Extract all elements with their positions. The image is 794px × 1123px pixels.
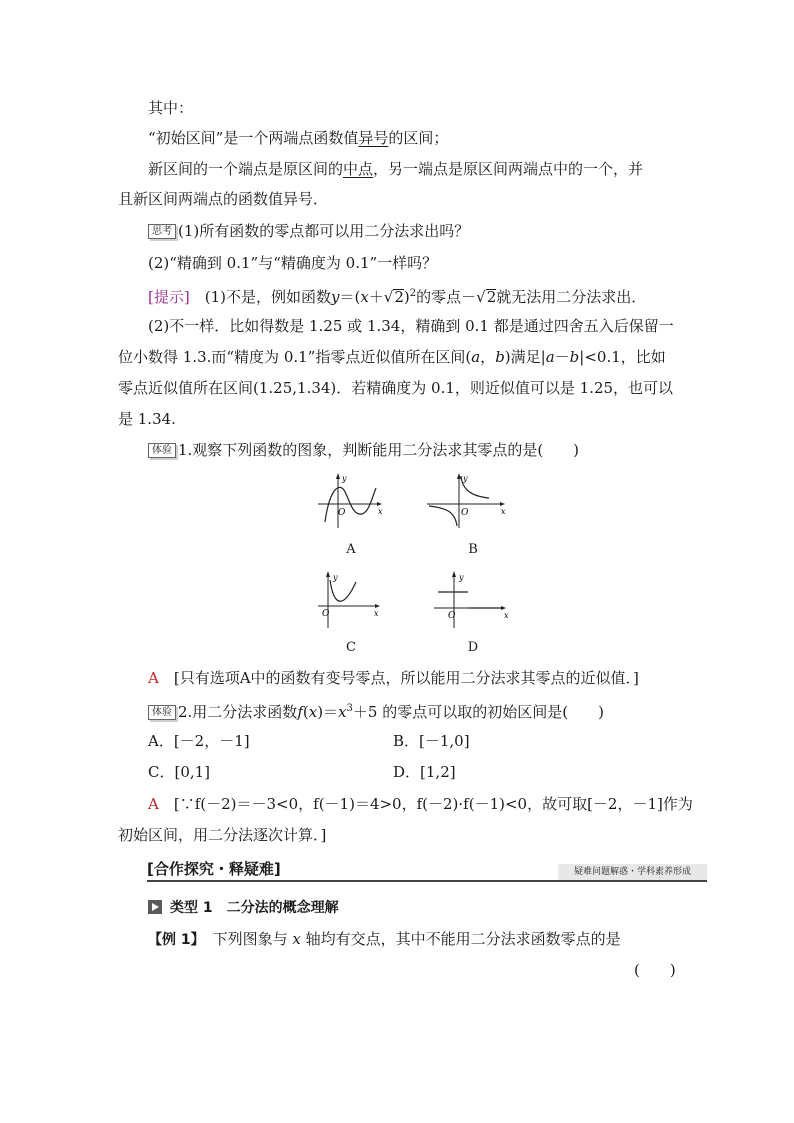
graph-a-x-label: x — [378, 507, 383, 516]
line-new-interval: 新区间的一个端点是原区间的中点，另一端点是原区间两端点中的一个，并 — [148, 160, 644, 178]
graph-c — [316, 568, 386, 630]
exp2-option-b: B．[－1,0] — [393, 732, 470, 750]
graph-b-x-label: x — [501, 507, 506, 516]
hint-answer-2-l4: 是 1.34. — [118, 410, 176, 428]
graph-a-y-label: y — [342, 474, 347, 483]
think-q2: (2)“精确到 0.1”与“精确度为 0.1”一样吗？ — [148, 254, 438, 272]
exp1-answer-letter: A — [148, 669, 159, 687]
graph-b — [425, 470, 510, 530]
graph-c-origin: O — [322, 609, 330, 619]
section-rule — [147, 880, 707, 882]
sqrt-symbol-2: √ — [476, 288, 486, 306]
hint-answer-2-l1: (2)不一样．比如得数是 1.25 或 1.34，精确到 0.1 都是通过四舍五入后保留一 — [148, 317, 674, 335]
example1-question: 【例 1】 下列图象与 x 轴均有交点，其中不能用二分法求函数零点的是 — [148, 930, 621, 948]
graph-a-label: A — [346, 542, 356, 557]
graph-c-label: C — [346, 640, 356, 655]
exp2-question: 体验 2.用二分法求函数$f(x)=x^3+5$ 的零点可以取的初始区间是( ) — [148, 699, 604, 722]
graph-d — [432, 568, 512, 630]
hint-label: [提示] — [148, 288, 190, 306]
exp1-answer: A [只有选项A中的函数有变号零点，所以能用二分法求其零点的近似值．] — [148, 669, 639, 687]
play-triangle-icon — [148, 900, 162, 914]
underline-yihao: 异号 — [358, 129, 389, 147]
underline-zhongdian: 中点 — [343, 160, 374, 178]
graph-b-y-label: y — [463, 474, 468, 483]
graph-d-origin: O — [448, 611, 456, 621]
exp2-answer-l1: A [∵f(－2)＝－3<0，f(－1)＝4>0，f(－2)·f(－1)<0，故可取[－2，－1]作为 — [148, 795, 693, 813]
hint-answer-1: [提示] (1)不是，例如函数$y=(x+√2)^2$的零点－√2就无法用二分法求出． — [148, 288, 647, 306]
exp2-tag: 体验 — [148, 705, 176, 720]
example1-label: 【例 1】 — [148, 932, 198, 948]
type1-heading: 类型 1 二分法的概念理解 — [148, 899, 339, 917]
graph-d-label: D — [467, 640, 479, 655]
exp2-open-paren: ( — [302, 703, 309, 721]
graph-c-x-label: x — [374, 609, 379, 618]
graph-b-origin: O — [461, 508, 469, 518]
exp2-option-a: A．[－2，－1] — [148, 732, 250, 750]
line-initial-interval: “初始区间”是一个两端点函数值异号的区间； — [148, 129, 449, 147]
section-title: [合作探究・释疑难] — [147, 860, 281, 878]
line-new-interval-cont: 且新区间两端点的函数值异号． — [118, 190, 329, 208]
example1-paren: ( ) — [634, 961, 676, 979]
graph-a-origin: O — [338, 508, 346, 518]
graph-b-label: B — [468, 542, 478, 557]
sqrt-symbol: √ — [383, 288, 394, 306]
exp1-question: 体验 1.观察下列函数的图象，判断能用二分法求其零点的是( ) — [148, 440, 579, 460]
hint-answer-2-l3: 零点近似值所在区间(1.25,1.34)．若精确度为 0.1，则近似值可以是 1.25，也可以 — [118, 379, 674, 397]
hint-answer-2-l2: 位小数得 1.3.而“精度为 0.1”指零点近似值所在区间(a，b)满足|a－b|<0.1，比如 — [118, 348, 666, 366]
line-qizhong: 其中： — [148, 99, 194, 117]
think-q1: 思考 (1)所有函数的零点都可以用二分法求出吗？ — [148, 221, 469, 241]
think-tag: 思考 — [148, 224, 176, 239]
exp2-answer-letter: A — [148, 795, 159, 813]
exp2-answer-l2: 初始区间，用二分法逐次计算．] — [118, 826, 327, 844]
exp2-option-d: D．[1,2] — [393, 763, 456, 781]
graph-a — [316, 470, 386, 530]
graph-d-y-label: y — [459, 573, 464, 582]
exp1-tag: 体验 — [148, 443, 176, 458]
section-badge: 疑难问题解惑・学科素养形成 — [558, 864, 707, 880]
graph-c-y-label: y — [333, 573, 338, 582]
graph-d-x-label: x — [504, 611, 509, 620]
exp2-option-c: C．[0,1] — [148, 763, 211, 781]
